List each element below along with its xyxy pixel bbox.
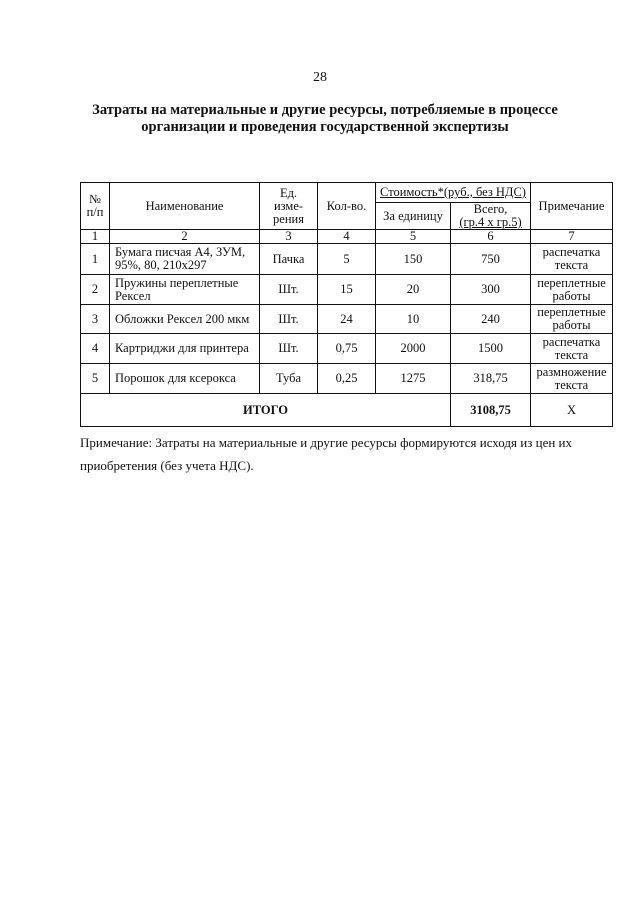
row-unit: Туба — [260, 364, 318, 394]
row-note-line-1: переплетные — [537, 305, 606, 319]
total-value: 3108,75 — [451, 394, 531, 427]
header-name: Наименование — [110, 183, 260, 230]
header-cost-group-text: Стоимость*(руб., без НДС) — [380, 185, 526, 199]
row-note-line-1: распечатка — [542, 245, 601, 259]
column-number: 5 — [376, 230, 451, 244]
row-note — [531, 244, 613, 275]
column-number: 3 — [260, 230, 318, 244]
header-unit-line-1: Ед. — [279, 185, 298, 200]
column-number: 6 — [451, 230, 531, 244]
row-per-unit: 10 — [376, 305, 451, 334]
table-row — [81, 275, 613, 305]
header-unit-line-3: рения — [273, 211, 304, 226]
row-name-line-1: Бумага писчая А4, ЗУМ, — [115, 245, 246, 259]
row-total: 1500 — [451, 334, 531, 364]
row-note — [531, 364, 613, 394]
row-note — [531, 334, 613, 364]
row-note-line-1: распечатка — [542, 334, 601, 349]
column-number-row — [81, 230, 613, 244]
header-total-line-2: (гр.4 х гр.5) — [459, 215, 522, 229]
row-unit: Шт. — [260, 334, 318, 364]
document-title — [90, 102, 560, 136]
row-note-line-2: работы — [552, 318, 591, 332]
table-row — [81, 334, 613, 364]
header-unit-line-2: изме- — [273, 198, 304, 213]
row-name-line-2: 95%, 80, 210х297 — [115, 258, 207, 272]
total-label: ИТОГО — [81, 394, 451, 427]
row-qty: 0,75 — [318, 334, 376, 364]
column-number: 4 — [318, 230, 376, 244]
row-note-line-1: переплетные — [537, 275, 606, 290]
total-note: Х — [531, 394, 613, 427]
row-qty: 24 — [318, 305, 376, 334]
header-num-line-1: № — [89, 192, 101, 206]
column-number: 1 — [81, 230, 110, 244]
row-note-line-2: текста — [554, 258, 589, 272]
row-num: 3 — [81, 305, 110, 334]
row-note-line-1: размножение — [536, 364, 607, 379]
table-row — [81, 244, 613, 275]
header-note: Примечание — [531, 183, 613, 230]
row-unit: Шт. — [260, 275, 318, 305]
row-per-unit: 2000 — [376, 334, 451, 364]
row-name-line-2: Рексел — [115, 288, 151, 303]
row-total: 240 — [451, 305, 531, 334]
row-qty: 0,25 — [318, 364, 376, 394]
row-unit: Пачка — [260, 244, 318, 275]
row-note-line-2: текста — [554, 377, 589, 392]
row-note — [531, 275, 613, 305]
row-name — [110, 275, 260, 305]
row-per-unit: 150 — [376, 244, 451, 275]
row-num: 2 — [81, 275, 110, 305]
header-total-line-1: Всего, — [473, 202, 508, 216]
title-line-1: Затраты на материальные и другие ресурсы, потребляемые в процессе — [92, 102, 558, 118]
row-name: Картриджи для принтера — [110, 334, 260, 364]
row-total: 750 — [451, 244, 531, 275]
header-row-1 — [81, 183, 613, 203]
row-name — [110, 244, 260, 275]
row-unit: Шт. — [260, 305, 318, 334]
row-qty: 5 — [318, 244, 376, 275]
header-cost-group — [376, 183, 531, 203]
row-total: 300 — [451, 275, 531, 305]
title-line-2: организации и проведения государственной экспертизы — [141, 119, 509, 135]
footnote-line-2: приобретения (без учета НДС). — [80, 458, 254, 473]
row-name: Порошок для ксерокса — [110, 364, 260, 394]
row-name-line-1: Пружины переплетные — [115, 275, 239, 290]
cost-table — [80, 182, 613, 427]
header-per-unit: За единицу — [376, 203, 451, 230]
row-total: 318,75 — [451, 364, 531, 394]
header-total — [451, 203, 531, 230]
column-number: 7 — [531, 230, 613, 244]
row-name: Обложки Рексел 200 мкм — [110, 305, 260, 334]
row-num: 4 — [81, 334, 110, 364]
header-num-line-2: п/п — [86, 205, 104, 219]
row-num: 5 — [81, 364, 110, 394]
row-per-unit: 1275 — [376, 364, 451, 394]
header-qty: Кол-во. — [318, 183, 376, 230]
page-number: 28 — [313, 70, 327, 85]
row-per-unit: 20 — [376, 275, 451, 305]
row-note-line-2: текста — [554, 347, 589, 362]
row-num: 1 — [81, 244, 110, 275]
footnote — [80, 431, 612, 477]
header-unit — [260, 183, 318, 230]
total-row — [81, 394, 613, 427]
row-note-line-2: работы — [552, 288, 591, 303]
header-num — [81, 183, 110, 230]
table-row — [81, 305, 613, 334]
row-note — [531, 305, 613, 334]
column-number: 2 — [110, 230, 260, 244]
table-row — [81, 364, 613, 394]
row-qty: 15 — [318, 275, 376, 305]
footnote-line-1: Примечание: Затраты на материальные и другие ресурсы формируются исходя из цен их — [80, 435, 573, 450]
